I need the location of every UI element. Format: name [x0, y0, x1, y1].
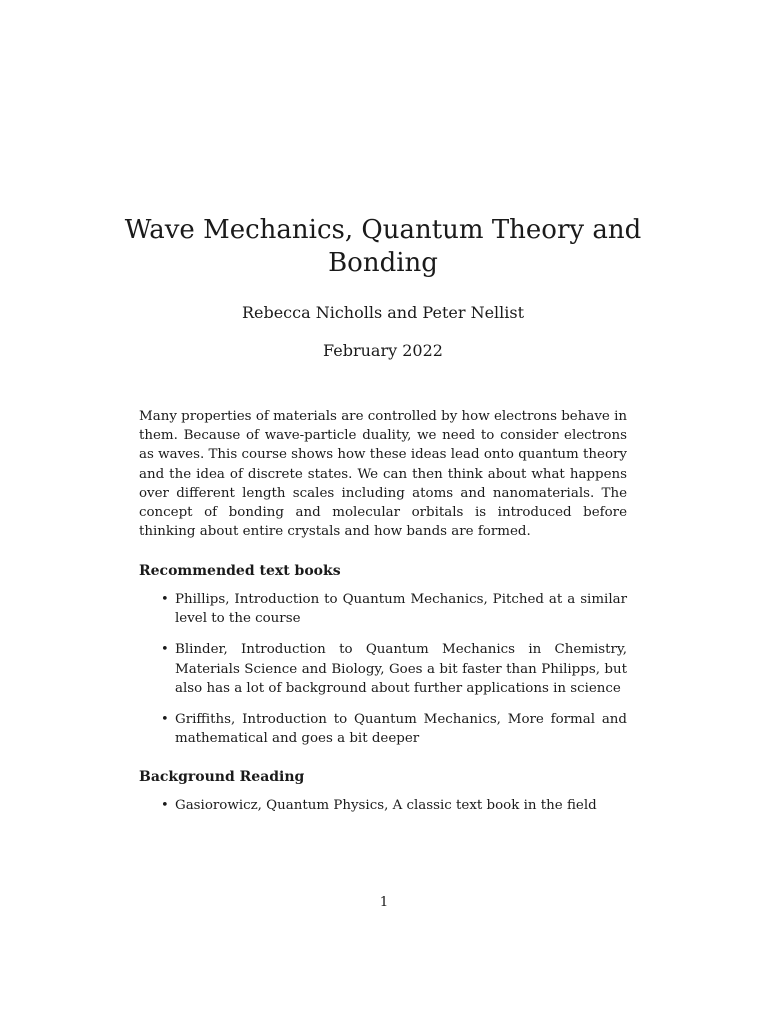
background-reading-list: [139, 796, 627, 827]
recommended-books-list: [139, 590, 627, 760]
background-reading-heading: Background Reading: [139, 769, 305, 785]
bullet-icon: •: [161, 712, 169, 728]
list-item-text: Blinder, Introduction to Quantum Mechanics in Chemistry, Materials Science and Biology, Goes a bit faster than Philipps, but also has a lot of background about further applications in science: [175, 642, 627, 696]
bullet-icon: •: [161, 798, 169, 813]
bullet-icon: •: [161, 642, 169, 658]
page-number: 1: [379, 895, 389, 910]
bullet-icon: •: [161, 592, 169, 607]
document-authors: Rebecca Nicholls and Peter Nellist: [241, 303, 525, 322]
list-item-text: Griffiths, Introduction to Quantum Mechanics, More formal and mathematical and goes a bit deeper: [175, 712, 627, 747]
list-item: [139, 710, 627, 748]
list-item: [139, 640, 627, 698]
recommended-books-heading: Recommended text books: [139, 563, 341, 579]
abstract-paragraph: Many properties of materials are controlled by how electrons behave in them. Because of wave-particle duality, we need to consider electrons as waves. This course shows how these ideas lead onto quantum theory and the idea of discrete states. We can then think about what happens over different length scales including atoms and nanomaterials. The concept of bonding and molecular orbitals is introduced before thinking about entire crystals and how bands are formed.: [139, 409, 627, 540]
list-item: [139, 796, 627, 815]
list-item-text: Gasiorowicz, Quantum Physics, A classic text book in the field: [175, 798, 597, 813]
document-date: February 2022: [323, 341, 443, 360]
list-item-text: Phillips, Introduction to Quantum Mechanics, Pitched at a similar level to the course: [175, 592, 627, 627]
list-item: [139, 590, 627, 628]
document-title: Wave Mechanics, Quantum Theory and Bonding: [124, 215, 642, 278]
